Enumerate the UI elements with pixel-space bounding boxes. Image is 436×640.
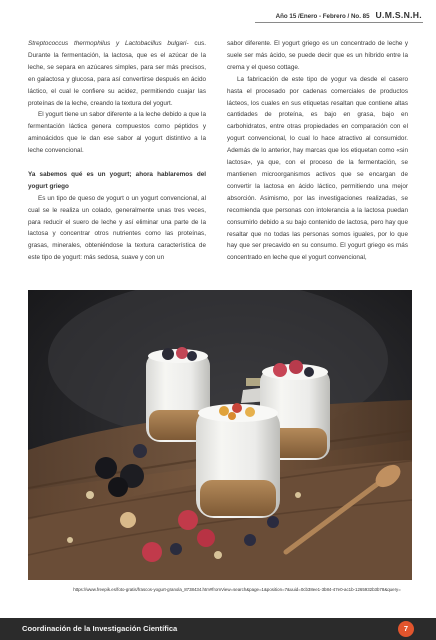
left-paragraph-3: Es un tipo de queso de yogurt o un yogurt convencional, al cual se le realiza un colado, generalmente unas tres veces, para reducir el suero de leche y así eliminar una parte de la lactosa y concentrar otros nutrientes como las proteínas, grasas, minerales, obteniéndose la textura característica de este tipo de yogurt: más sedosa, suave y con un [28, 194, 206, 262]
left-text-column [28, 38, 206, 264]
footer-label: Coordinación de la Investigación Científica [22, 624, 178, 633]
section-subheading: Ya sabemos qué es un yogurt; ahora hablaremos del yogurt griego [28, 170, 206, 190]
bacteria-names: Streptococcus thermophilus y Lactobacillus bulgari- [28, 40, 189, 47]
right-text-column [227, 38, 408, 264]
yogurt-jars-photo [28, 290, 412, 580]
photo-credit-caption: https://www.freepik.es/foto-gratis/frascos-yogurt-granola_8738434.htm#fromView=search&page=1&position=7&uuid=0cb38ee1-3b84-47e0-ac1b-1265932b3b78&query= [73, 587, 401, 592]
left-paragraph-2: El yogurt tiene un sabor diferente a la leche debido a que la fermentación láctica genera compuestos como péptidos y aminoácidos que le dan ese sabor al yogurt distintivo a la leche convencional. [28, 111, 206, 155]
right-paragraph-2: La fabricación de este tipo de yogur va desde el casero hasta el procesado por cadenas comerciales de productos lácteos, los cuales en sus etiquetas resaltan que contiene altas cantidades de proteína, es bajo en grasa, bajo en carbohidratos, entre otras propiedades en comparación con el yogurt convencional, lo cual lo hace atractivo al consumidor. Además de lo anterior, hay marcas que los etiquetan como «sin lactosa», ya que, con el proceso de la fermentación, se mantienen microorganismos activos que se encargan de convertir la lactosa en ácido láctico, permitiendo una mejor absorción. Asimismo, por las investigaciones realizadas, se recomienda que personas con intolerancia a la lactosa puedan consumirlo debido a su bajo contenido de lactosa, pero hay que resaltar que no todas las personas somos iguales, por lo que hay que ser precavido en su consumo. El yogurt griego es más concentrado en leche que el yogurt convencional, [227, 75, 408, 262]
left-paragraph-1 [28, 38, 206, 109]
jar-center [196, 403, 280, 518]
left-paragraph-1-text: cus. Durante la fermentación, la lactosa, que es el azúcar de la leche, se separa en azúcares simples, para ser más precisos, en galactosa y glucosa, para así convertirse después en ácido láctico, el cual le confiere su acidez, permitiendo cuajar las proteínas de la leche, creando la textura del yogurt. [28, 40, 207, 107]
university-label: U.M.S.N.H. [375, 10, 422, 20]
right-paragraph-1: sabor diferente. El yogurt griego es un concentrado de leche y suele ser más ácido, se puede decir que es un híbrido entre la crema y el queso cottage. [227, 40, 408, 71]
issue-label: Año 15 /Enero - Febrero / No. 85 [275, 13, 370, 20]
page-footer [0, 618, 436, 640]
page-number-badge: 7 [398, 621, 414, 637]
header-divider [255, 22, 423, 23]
page-header [276, 10, 422, 20]
